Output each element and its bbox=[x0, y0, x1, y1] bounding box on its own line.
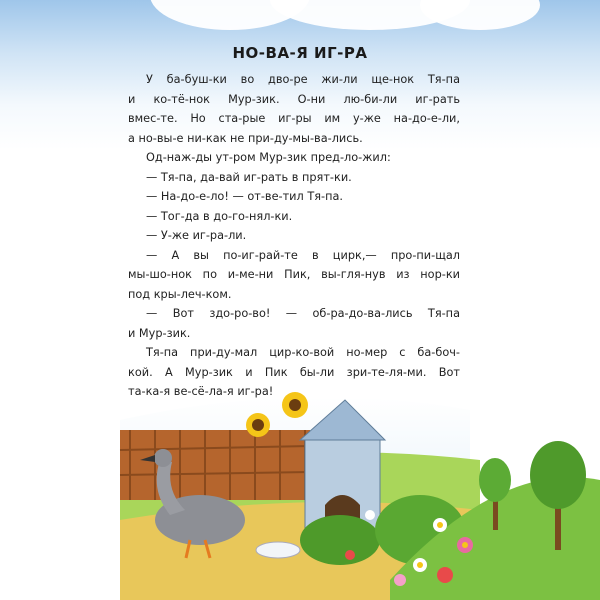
text-line: и ко-тё-нок Мур-зик. О-ни лю-би-ли иг-рать bbox=[128, 92, 460, 106]
farmyard-illustration bbox=[0, 380, 600, 600]
bowl-icon bbox=[256, 542, 300, 558]
fence-icon bbox=[120, 430, 310, 500]
text-line: кой. А Мур-зик и Пик бы-ли зри-те-ля-ми. Вот bbox=[128, 365, 460, 379]
text-line: — А вы по-иг-рай-те в цирк,— про-пи-щал bbox=[146, 248, 460, 262]
story-text bbox=[128, 70, 460, 402]
text-line: У ба-буш-ки во дво-ре жи-ли ще-нок Тя-па bbox=[146, 73, 460, 86]
text-line: — Вот здо-ро-во! — об-ра-до-ва-лись Тя-па bbox=[146, 307, 460, 320]
text-line: — Тог-да в до-го-нял-ки. bbox=[146, 209, 293, 223]
text-line: Тя-па при-ду-мал цир-ко-вой но-мер с ба-боч- bbox=[146, 346, 460, 359]
text-line: — Тя-па, да-вай иг-рать в прят-ки. bbox=[146, 170, 352, 184]
text-line: — У-же иг-ра-ли. bbox=[146, 229, 247, 242]
text-line: — На-до-е-ло! — от-ве-тил Тя-па. bbox=[146, 190, 344, 203]
text-line: мы-шо-нок по и-ме-ни Пик, вы-гля-нув из нор-ки bbox=[128, 268, 460, 281]
text-line: та-ка-я ве-сё-ла-я иг-ра! bbox=[128, 385, 274, 398]
text-line: вмес-те. Но ста-рые иг-ры им у-же на-до-е-ли, bbox=[128, 112, 460, 125]
text-line: а но-вы-е ни-как не при-ду-мы-ва-лись. bbox=[128, 131, 363, 145]
text-line: и Мур-зик. bbox=[128, 326, 191, 340]
story-title: НО-ВА-Я ИГ-РА bbox=[232, 44, 368, 62]
text-line: под кры-леч-ком. bbox=[128, 287, 232, 301]
text-line: Од-наж-ды ут-ром Мур-зик пред-ло-жил: bbox=[146, 151, 391, 164]
